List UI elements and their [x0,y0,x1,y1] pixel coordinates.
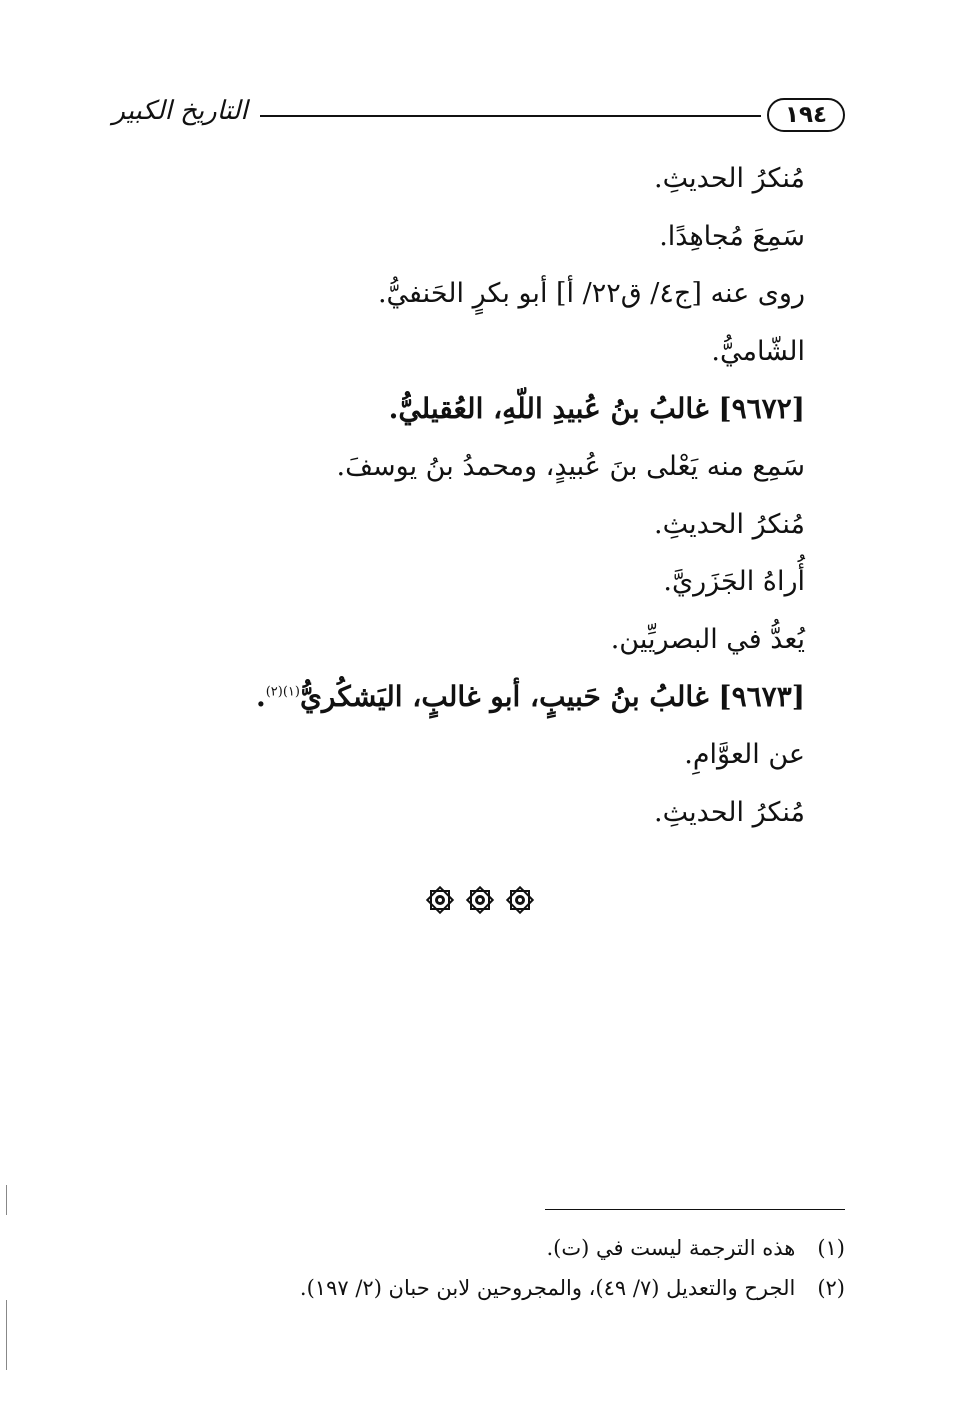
footnote-rule [545,1209,845,1210]
text-line: أُراهُ الجَزَريَّ. [663,566,805,598]
footnote-2 [205,1268,845,1308]
text-line: مُنكرُ الحديثِ. [654,163,805,194]
page-edge-mark-bottom [6,1300,7,1370]
footnote-marker: (٢) [817,1276,845,1300]
footnote-reference-markers: (١)(٢) [265,685,300,701]
section-separator [425,880,535,920]
page-header [110,92,845,142]
entry-heading-9673 [145,668,805,726]
entry-heading-9672: [٩٦٧٢] غالبُ بنُ عُبيدِ اللّهِ، العُقيليُّ. [388,392,805,426]
entry-heading-9673-period: . [255,680,266,714]
book-title: التاريخ الكبير [112,96,248,126]
text-line: مُنكرُ الحديثِ. [654,508,805,540]
header-rule [260,115,761,117]
text-line: يُعدُّ في البصريِّين. [610,623,805,655]
page-edge-mark-top [6,1185,7,1215]
text-line: الشّاميُّ. [711,335,805,367]
text-line: سَمِع منه يَعْلى بنَ عُبيدٍ، ومحمدُ بنُ يوسفَ. [336,450,805,482]
footnote-text: هذه الترجمة ليست في (ت). [546,1236,796,1260]
ornament-icon [505,885,535,915]
text-line: روى عنه [ج٤/ ق٢٢/ أ] أبو بكرٍ الحَنفيُّ. [377,278,805,310]
text-line: سَمِعَ مُجاهِدًا. [659,220,805,252]
footnote-text: الجرح والتعديل (٧/ ٤٩)، والمجروحين لابن حبان (٢/ ١٩٧). [299,1276,796,1300]
main-text [145,150,805,841]
footnote-1 [205,1228,845,1268]
footnote-marker: (١) [817,1236,845,1260]
entry-heading-9673-text: [٩٦٧٣] غالبُ بنُ حَبيبٍ، أبو غالبٍ، اليَشكُريُّ [299,680,805,714]
page-number: ١٩٤ [767,98,845,132]
footnotes [205,1228,845,1308]
text-line: مُنكرُ الحديثِ. [654,796,805,828]
ornament-icon [425,885,455,915]
text-line: عن العوَّامِ. [684,738,805,770]
ornament-icon [465,885,495,915]
